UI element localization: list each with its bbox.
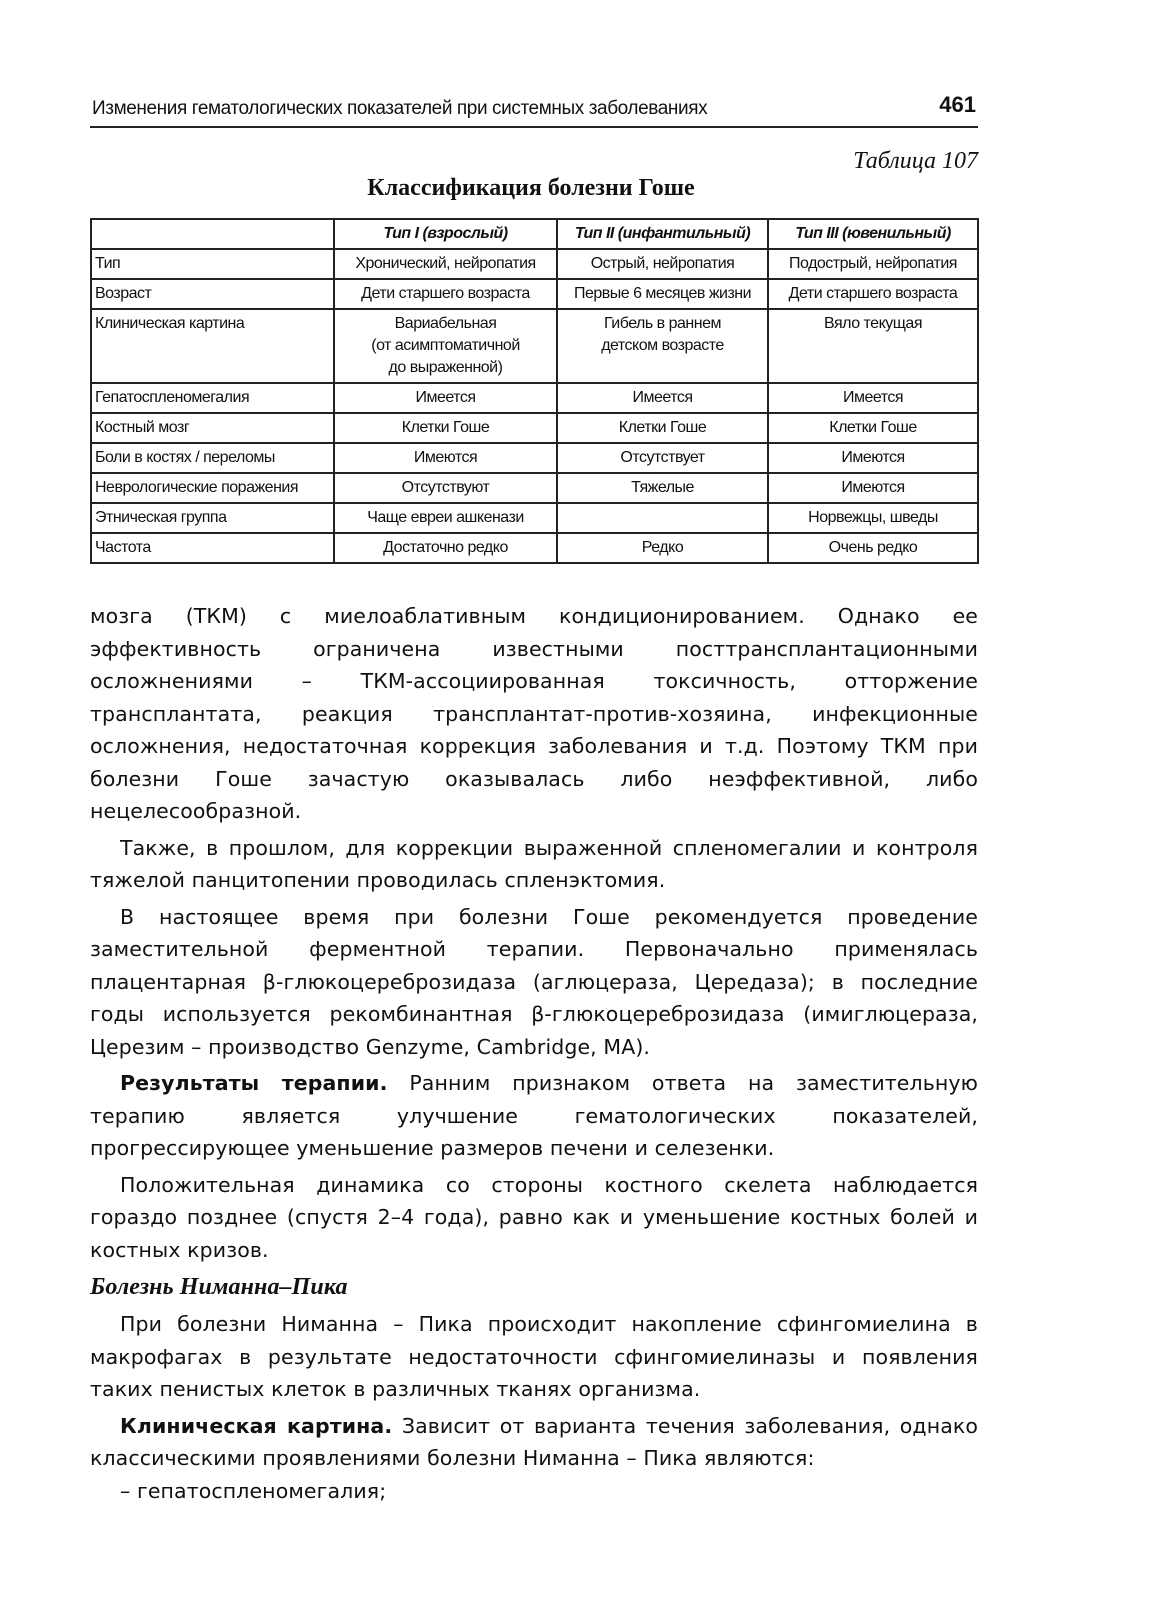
table-cell: Вариабельная (от асимптоматичной до выраженной): [334, 309, 557, 383]
row-label: Боли в костях / переломы: [91, 443, 334, 473]
row-label: Гепатоспленомегалия: [91, 383, 334, 413]
running-title: Изменения гематологических показателей при системных заболеваниях: [92, 98, 708, 119]
row-label: Костный мозг: [91, 413, 334, 443]
table-cell: Имеется: [768, 383, 978, 413]
table-cell: Подострый, нейропатия: [768, 249, 978, 279]
table-row: [91, 279, 978, 309]
table-cell: Хронический, нейропатия: [334, 249, 557, 279]
table-cell: Норвежцы, шведы: [768, 503, 978, 533]
table-cell: Чаще евреи ашкенази: [334, 503, 557, 533]
table-cell: Очень редко: [768, 533, 978, 563]
table-header-row: [91, 219, 978, 249]
table-cell: Отсутствуют: [334, 473, 557, 503]
table-cell: Первые 6 месяцев жизни: [557, 279, 768, 309]
table-row: [91, 503, 978, 533]
section-heading: Болезнь Ниманна–Пика: [90, 1274, 348, 1300]
paragraph: [90, 1067, 978, 1165]
table-cell: Тяжелые: [557, 473, 768, 503]
running-header: [90, 86, 978, 128]
paragraph-text: Зависит от варианта течения заболевания, однако классическими проявлениями болезни Ниманна – Пика являются:: [90, 1413, 978, 1470]
table-cell: [557, 503, 768, 533]
table-cell: Имеется: [557, 383, 768, 413]
table-cell: Имеются: [768, 473, 978, 503]
paragraph: В настоящее время при болезни Гоше рекомендуется проведение заместительной ферментной терапии. Первоначально применялась плацентарная β-глюкоцереброзидаза (аглюцераза, Цередаза); в последние годы используется рекомбинантная β-глюкоцереброзидаза (имиглюцераза, Церезим – производство Genzyme, Cambridge, MA).: [90, 904, 978, 1059]
paragraph: мозга (ТКМ) с миелоаблативным кондиционированием. Однако ее эффективность ограничена известными посттрансплантационными осложнениями – ТКМ-ассоциированная токсичность, отторжение трансплантата, реакция трансплантат-против-хозяина, инфекционные осложнения, недостаточная коррекция заболевания и т.д. Поэтому ТКМ при болезни Гоше зачастую оказывалась либо неэффективной, либо нецелесообразной.: [90, 604, 978, 823]
paragraph: [90, 1410, 978, 1475]
gaucher-classification-table: [90, 218, 979, 564]
body-text: [90, 600, 978, 1507]
table-cell: Клетки Гоше: [768, 413, 978, 443]
paragraph-lead: Результаты терапии.: [120, 1071, 388, 1095]
table-cell: Острый, нейропатия: [557, 249, 768, 279]
table-cell: Отсутствует: [557, 443, 768, 473]
paragraph-text: Ранним признаком ответа на заместительную терапию является улучшение гематологических показателей, прогрессирующее уменьшение размеров печени и селезенки.: [90, 1071, 978, 1160]
table-cell: Дети старшего возраста: [768, 279, 978, 309]
paragraph: Также, в прошлом, для коррекции выраженной спленомегалии и контроля тяжелой панцитопении проводилась спленэктомия.: [90, 835, 978, 892]
row-label: Частота: [91, 533, 334, 563]
table-cell: Имеются: [334, 443, 557, 473]
paragraph: При болезни Ниманна – Пика происходит накопление сфингомиелина в макрофагах в результате недостаточности сфингомиелиназы и появления таких пенистых клеток в различных тканях организма.: [90, 1312, 978, 1401]
paragraph-lead: Клиническая картина.: [120, 1413, 393, 1438]
table-cell: Клетки Гоше: [334, 413, 557, 443]
table-header-cell: Тип II (инфантильный): [557, 219, 768, 249]
table-row: [91, 413, 978, 443]
table-number: Таблица 107: [853, 148, 978, 174]
table-cell: Вяло текущая: [768, 309, 978, 383]
table-row: [91, 383, 978, 413]
paragraph: Положительная динамика со стороны костного скелета наблюдается гораздо позднее (спустя 2–4 года), равно как и уменьшение костных болей и костных кризов.: [90, 1172, 978, 1262]
table-cell: Имеется: [334, 383, 557, 413]
table-row: [91, 473, 978, 503]
table-header-cell: [91, 219, 334, 249]
row-label: Неврологические поражения: [91, 473, 334, 503]
list-item: – гепатоспленомегалия;: [120, 1478, 387, 1503]
table-title: Классификация болезни Гоше: [367, 175, 695, 201]
table-cell: Имеются: [768, 443, 978, 473]
table-row: [91, 533, 978, 563]
table-row: [91, 443, 978, 473]
row-label: Возраст: [91, 279, 334, 309]
table-cell: Достаточно редко: [334, 533, 557, 563]
row-label: Тип: [91, 249, 334, 279]
table-cell: Дети старшего возраста: [334, 279, 557, 309]
table-cell: Клетки Гоше: [557, 413, 768, 443]
row-label: Этническая группа: [91, 503, 334, 533]
table-row: [91, 249, 978, 279]
page-number: 461: [939, 92, 976, 117]
table-cell: Гибель в раннем детском возрасте: [557, 309, 768, 383]
table-row: [91, 309, 978, 383]
row-label: Клиническая картина: [91, 309, 334, 383]
table-header-cell: Тип III (ювенильный): [768, 219, 978, 249]
table-header-cell: Тип I (взрослый): [334, 219, 557, 249]
table-cell: Редко: [557, 533, 768, 563]
